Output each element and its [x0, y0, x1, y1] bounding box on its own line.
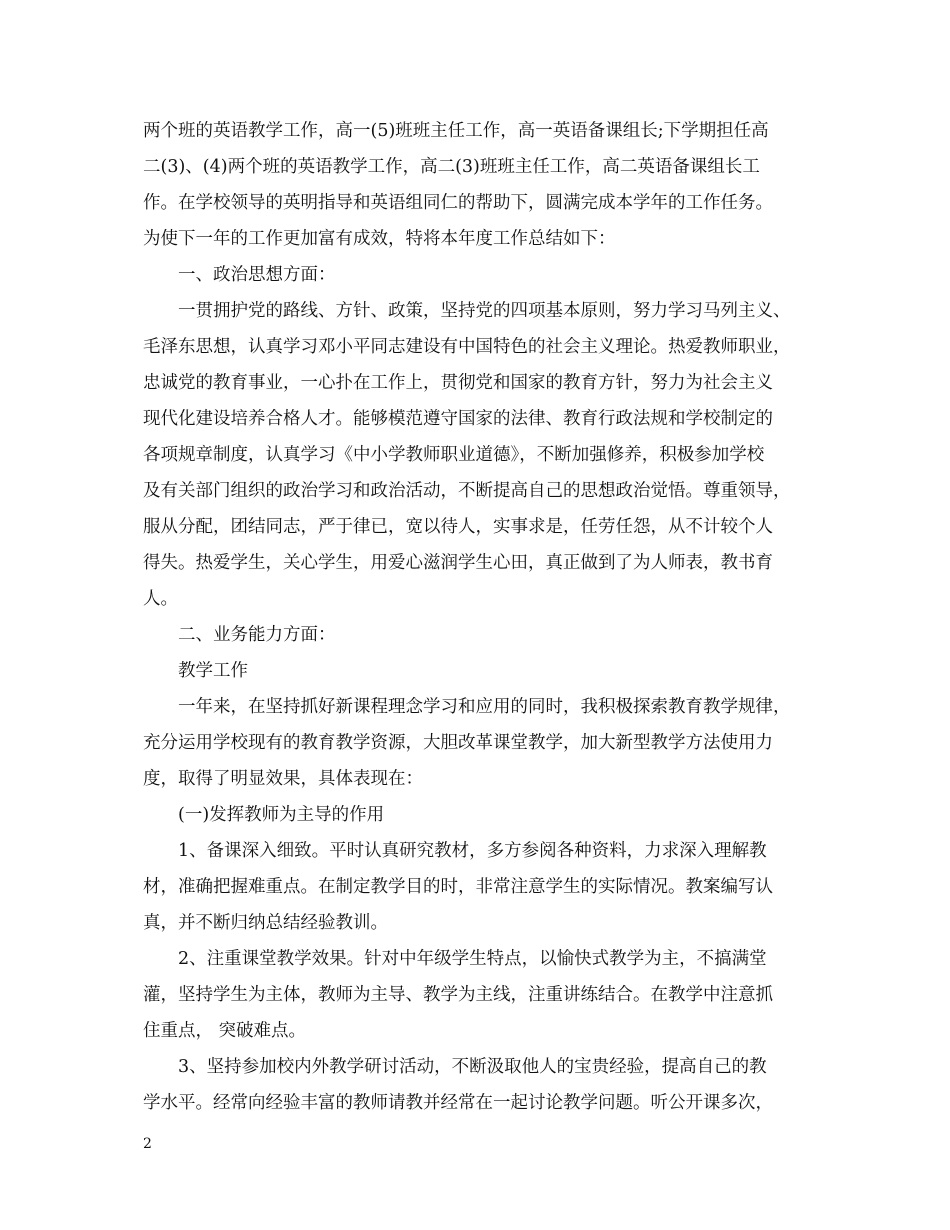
section-heading: 二、业务能力方面： [178, 625, 336, 645]
text-line: 为使下一年的工作更加富有成效，特将本年度工作总结如下： [143, 229, 616, 249]
section-heading: 一、政治思想方面： [178, 265, 336, 285]
text-line: 得失。热爱学生，关心学生，用爱心滋润学生心田，真正做到了为人师表，教书育 [143, 553, 773, 573]
text-line: 真，并不断归纳总结经验教训。 [143, 913, 388, 933]
text-line: 学水平。经常向经验丰富的教师请教并经常在一起讨论教学问题。听公开课多次， [143, 1093, 773, 1113]
text-line: 及有关部门组织的政治学习和政治活动，不断提高自己的思想政治觉悟。尊重领导， [143, 481, 791, 501]
text-line: 服从分配，团结同志，严于律已，宽以待人，实事求是，任劳任怨，从不计较个人 [143, 517, 773, 537]
text-line: 3、坚持参加校内外教学研讨活动，不断汲取他人的宝贵经验，提高自己的教 [178, 1057, 767, 1077]
text-line: 灌，坚持学生为主体，教师为主导、教学为主线，注重讲练结合。在教学中注意抓 [143, 985, 773, 1005]
text-line: 一贯拥护党的路线、方针、政策，坚持党的四项基本原则，努力学习马列主义、 [178, 301, 791, 321]
text-line: 材，准确把握难重点。在制定教学目的时，非常注意学生的实际情况。教案编写认 [143, 877, 773, 897]
document-body [143, 113, 813, 1121]
text-line: 一年来，在坚持抓好新课程理念学习和应用的同时，我积极探索教育教学规律， [178, 697, 791, 717]
subsection-heading: 教学工作 [178, 661, 248, 681]
text-line: 忠诚党的教育事业，一心扑在工作上，贯彻党和国家的教育方针，努力为社会主义 [143, 373, 773, 393]
text-line: 毛泽东思想，认真学习邓小平同志建设有中国特色的社会主义理论。热爱教师职业， [143, 337, 791, 357]
text-line: 度，取得了明显效果，具体表现在： [143, 769, 423, 789]
text-line: 人。 [143, 589, 178, 609]
text-line: 1、备课深入细致。平时认真研究教材，多方参阅各种资料，力求深入理解教 [178, 841, 767, 861]
text-line: 2、注重课堂教学效果。针对中年级学生特点，以愉快式教学为主，不搞满堂 [178, 949, 767, 969]
page-number: 2 [143, 1136, 152, 1152]
text-line: 各项规章制度，认真学习《中小学教师职业道德》，不断加强修养，积极参加学校 [143, 445, 765, 465]
text-line: 二(3)、(4)两个班的英语教学工作，高二(3)班班主任工作，高二英语备课组长工 [143, 157, 760, 177]
text-line: 现代化建设培养合格人才。能够模范遵守国家的法律、教育行政法规和学校制定的 [143, 409, 773, 429]
text-line: 住重点， 突破难点。 [143, 1021, 307, 1041]
text-line: 作。在学校领导的英明指导和英语组同仁的帮助下，圆满完成本学年的工作任务。 [143, 193, 773, 213]
text-line: 充分运用学校现有的教育教学资源，大胆改革课堂教学，加大新型教学方法使用力 [143, 733, 773, 753]
text-line: 两个班的英语教学工作，高一(5)班班主任工作，高一英语备课组长;下学期担任高 [143, 121, 769, 141]
subsection-heading: (一)发挥教师为主导的作用 [178, 805, 385, 825]
